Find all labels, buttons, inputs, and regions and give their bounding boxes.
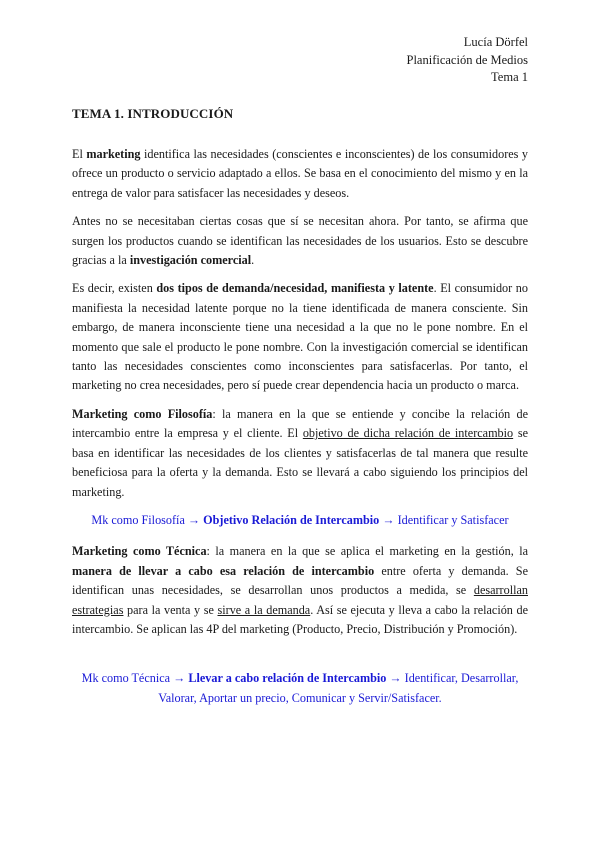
text: identifica las necesidades (conscientes e inconscientes) de los consumidores y ofrece un producto o servicio adaptado a ellos. Se basa en el conocimiento del mismo y en la entrega de valor para satisfacer las necesidades y deseos. (72, 147, 528, 200)
paragraph-market-research (72, 212, 528, 270)
text: entre oferta y demanda. Se identifican unas necesidades, se desarrollan unos productos a medida, se (72, 563, 528, 598)
text: . (251, 253, 255, 268)
bold-term: dos tipos de demanda/necesidad, manifiesta y latente (156, 281, 434, 296)
header-author: Lucía Dörfel (463, 35, 528, 49)
bold-term: manera de llevar a cabo esa relación de intercambio (72, 563, 375, 578)
paragraph-marketing-definition (72, 145, 528, 203)
text: El (72, 147, 87, 161)
text: Mk como Técnica → (81, 671, 189, 686)
bold-term: Marketing como Filosofía (72, 406, 213, 421)
header-topic: Tema 1 (491, 70, 528, 84)
page-header (407, 34, 529, 87)
page-title: TEMA 1. INTRODUCCIÓN (72, 106, 234, 121)
text: : la manera en la que se entiende y concibe la relación de intercambio entre la empresa y el cliente. El (72, 406, 529, 441)
text: → Identificar, Desarrollar, Valorar, Aportar un precio, Comunicar y Servir/Satisfacer. (158, 671, 519, 705)
text: se basa en identificar las necesidades de los clientes y satisfacerlas de tal manera que resulte beneficiosa para la oferta y la demanda. Esto se llevará a cabo siguiendo los principios del marketing. (72, 426, 528, 499)
bold-term: investigación comercial (129, 253, 252, 268)
text: → Identificar y Satisfacer (379, 512, 509, 527)
underlined-text: desarrollan estrategias (72, 583, 528, 617)
underlined-text: sirve a la demanda (217, 602, 311, 617)
text: para la venta y se (123, 602, 218, 617)
bold-term: Objetivo Relación de Intercambio (203, 512, 380, 527)
underlined-text: objetivo de dicha relación de intercambio (302, 426, 514, 441)
bold-term: marketing (86, 147, 141, 161)
text: Antes no se necesitaban ciertas cosas que sí se necesitan ahora. Por tanto, se afirma que surgen los productos cuando se identifican las necesidades de los usuarios. Esto se descubre gracias a la (72, 214, 528, 268)
text: . El consumidor no manifiesta la necesidad latente porque no la tiene identificada de manera consciente. Sin embargo, de manera inconsciente tiene una necesidad a la que no le pone nombre. En el momento que sale el producto le pone nombre. Con la investigación comercial se identifican tanto las necesidades conscientes como inconscientes para satisfacerlas. Por tanto, el marketing no crea necesidades, pero sí puede crear dependencia hacia un producto o marca. (72, 281, 528, 393)
text: : la manera en la que se aplica el marketing en la gestión, la (206, 544, 528, 559)
document-body (72, 145, 528, 720)
text: Es decir, existen (72, 281, 157, 296)
spacer (72, 648, 528, 669)
paragraph-marketing-philosophy (72, 405, 528, 502)
summary-philosophy (72, 511, 528, 530)
bold-term: Llevar a cabo relación de Intercambio (188, 671, 387, 686)
paragraph-marketing-technique (72, 542, 528, 639)
summary-technique (72, 669, 528, 708)
bold-term: Marketing como Técnica (72, 544, 207, 559)
text: Mk como Filosofía → (91, 512, 204, 527)
paragraph-demand-types (72, 279, 528, 395)
header-subject: Planificación de Medios (406, 52, 528, 67)
text: . Así se ejecuta y lleva a cabo la relación de intercambio. Se aplican las 4P del marketing (Producto, Precio, Distribución y Promoción). (72, 602, 529, 636)
